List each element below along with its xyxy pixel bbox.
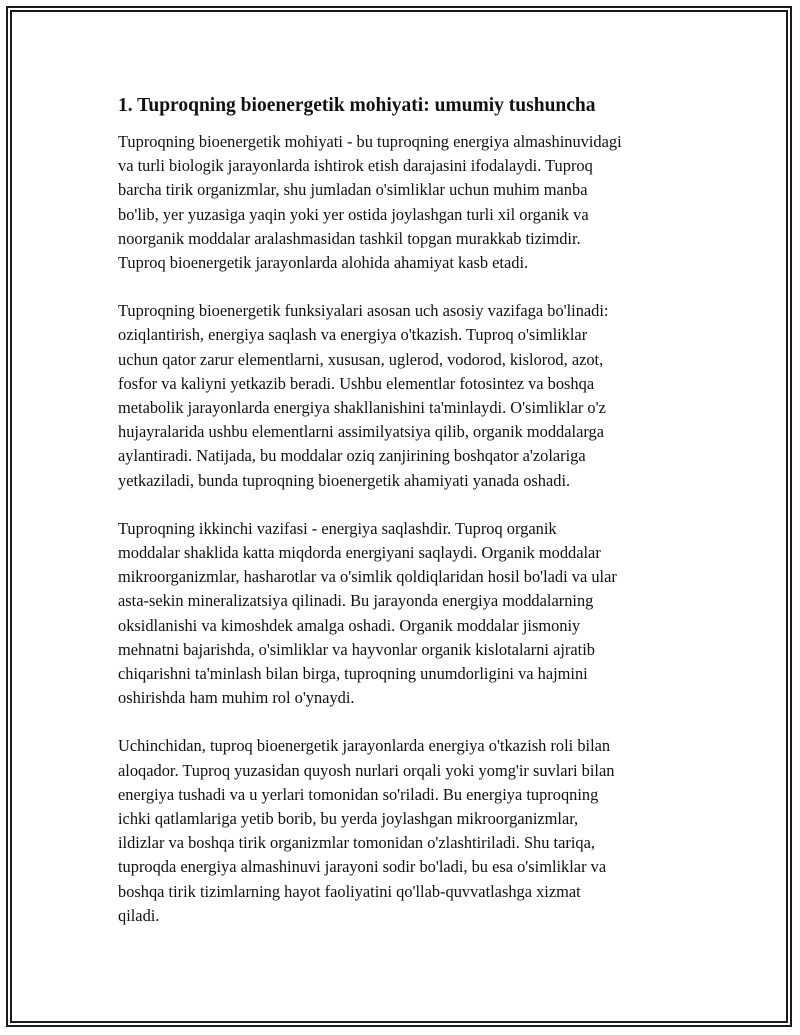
paragraph-line: oshirishda ham muhim rol o'ynaydi.: [118, 688, 355, 708]
paragraph-line: ildizlar va boshqa tirik organizmlar tomonidan o'zlashtiriladi. Shu tariqa,: [118, 833, 595, 853]
paragraph-line: oksidlanishi va kimoshdek amalga oshadi. Organik moddalar jismoniy: [118, 615, 581, 635]
paragraph-line: metabolik jarayonlarda energiya shakllanishini ta'minlaydi. O'simliklar o'z: [118, 398, 606, 418]
paragraph-line: yetkaziladi, bunda tuproqning bioenergetik ahamiyati yanada oshadi.: [118, 470, 571, 490]
paragraph-line: oziqlantirish, energiya saqlash va energiya o'tkazish. Tuproq o'simliklar: [118, 325, 588, 345]
paragraph-line: va turli biologik jarayonlarda ishtirok etish darajasini ifodalaydi. Tuproq: [118, 156, 593, 176]
paragraph-line: aylantiradi. Natijada, bu moddalar oziq zanjirining boshqator a'zolariga: [118, 446, 586, 466]
paragraph-line: Tuproqning bioenergetik mohiyati - bu tuproqning energiya almashinuvidagi: [118, 132, 622, 151]
paragraph-1: [118, 130, 698, 275]
paragraph-line: ichki qatlamlariga yetib borib, bu yerda joylashgan mikroorganizmlar,: [118, 809, 579, 829]
paragraph-line: aloqador. Tuproq yuzasidan quyosh nurlari orqali yoki yomg'ir suvlari bilan: [118, 760, 615, 780]
paragraph-line: Tuproqning ikkinchi vazifasi - energiya saqlashdir. Tuproq organik: [118, 518, 557, 538]
paragraph-line: Tuproqning bioenergetik funksiyalari asosan uch asosiy vazifaga bo'linadi:: [118, 301, 609, 321]
paragraph-4: [118, 734, 698, 928]
section-heading: 1. Tuproqning bioenergetik mohiyati: umumiy tushuncha: [118, 95, 596, 116]
paragraph-line: uchun qator zarur elementlarni, xususan, uglerod, vodorod, kislorod, azot,: [118, 349, 604, 369]
paragraph-line: hujayralarida ushbu elementlarni assimilyatsiya qilib, organik moddalarga: [118, 422, 604, 442]
paragraph-line: noorganik moddalar aralashmasidan tashkil topgan murakkab tizimdir.: [118, 228, 581, 248]
paragraph-line: Tuproq bioenergetik jarayonlarda alohida ahamiyat kasb etadi.: [118, 253, 529, 273]
paragraph-line: fosfor va kaliyni yetkazib beradi. Ushbu elementlar fotosintez va boshqa: [118, 373, 595, 393]
paragraph-line: mehnatni bajarishda, o'simliklar va hayvonlar organik kislotalarni ajratib: [118, 639, 595, 659]
paragraph-line: asta-sekin mineralizatsiya qilinadi. Bu jarayonda energiya moddalarning: [118, 591, 594, 611]
paragraph-line: tuproqda energiya almashinuvi jarayoni sodir bo'ladi, bu esa o'simliklar va: [118, 857, 607, 877]
paragraph-line: bo'lib, yer yuzasiga yaqin yoki yer ostida joylashgan turli xil organik va: [118, 204, 589, 224]
paragraph-line: boshqa tirik tizimlarning hayot faoliyatini qo'llab-quvvatlashga xizmat: [118, 881, 581, 901]
paragraph-line: qiladi.: [118, 905, 160, 925]
paragraph-3: [118, 517, 698, 711]
paragraph-2: [118, 299, 698, 493]
paragraph-line: mikroorganizmlar, hasharotlar va o'simlik qoldiqlaridan hosil bo'ladi va ular: [118, 567, 617, 587]
paragraph-list: [118, 130, 698, 928]
document-body: [118, 92, 698, 952]
paragraph-line: barcha tirik organizmlar, shu jumladan o'simliklar uchun muhim manba: [118, 180, 588, 200]
paragraph-line: Uchinchidan, tuproq bioenergetik jarayonlarda energiya o'tkazish roli bilan: [118, 736, 611, 756]
paragraph-line: chiqarishni ta'minlash bilan birga, tuproqning unumdorligini va hajmini: [118, 664, 588, 684]
paragraph-line: energiya tushadi va u yerlari tomonidan so'riladi. Bu energiya tuproqning: [118, 784, 599, 804]
paragraph-line: moddalar shaklida katta miqdorda energiyani saqlaydi. Organik moddalar: [118, 543, 601, 563]
